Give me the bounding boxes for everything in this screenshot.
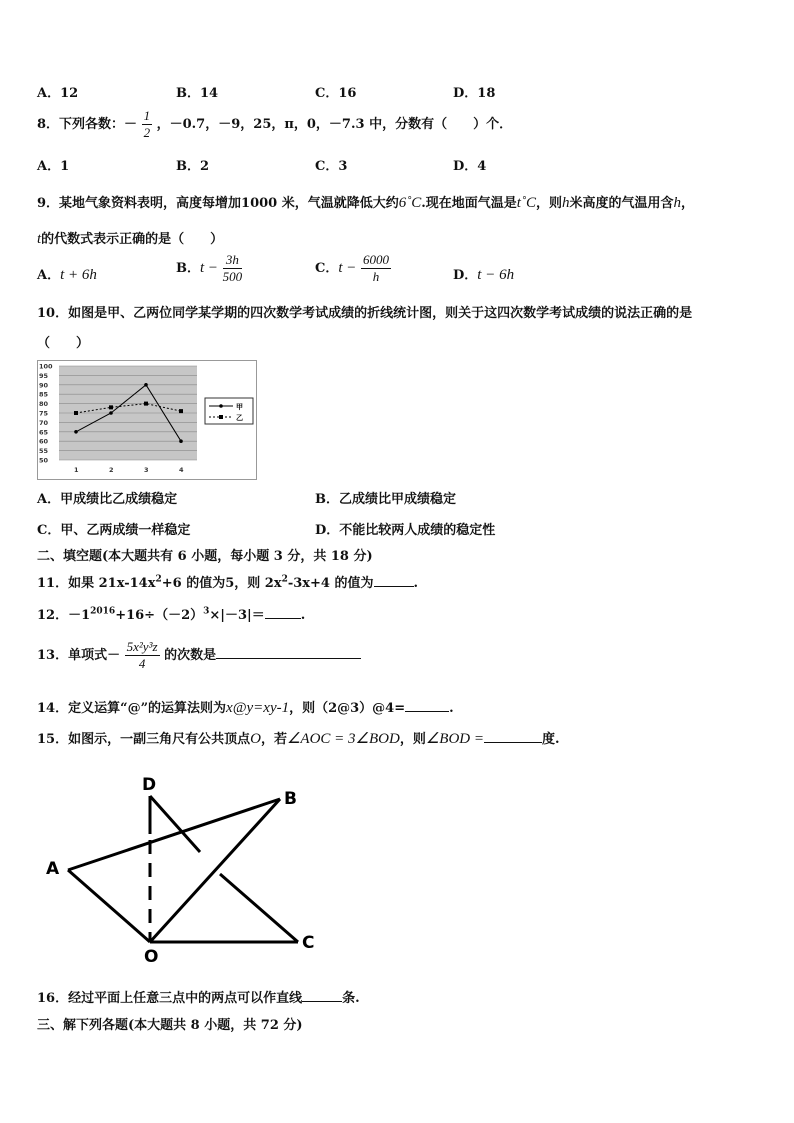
section-3-heading: 三、解下列各题(本大题共 8 小题，共 72 分) bbox=[37, 1018, 303, 1033]
q9-question-line1: 9．某地气象资料表明，高度每增加1000 米，气温就降低大约6˚C.现在地面气温是t˚C，则h米高度的气温用含h， bbox=[37, 195, 695, 211]
q8-option-c: C．3 bbox=[315, 159, 348, 174]
q8-question: 8．下列各数：－ $\frac{1}{2}$ ，－0.7，－9，25，π，0，－7.3 中，分数有（ ）个． bbox=[37, 108, 513, 140]
q7-option-d: D．18 bbox=[453, 86, 496, 101]
series-point bbox=[144, 383, 148, 387]
q15-question: 15．如图示，一副三角尺有公共顶点O，若∠AOC = 3∠BOD，则∠BOD = 度. bbox=[37, 731, 560, 747]
q10-option-a: A．甲成绩比乙成绩稳定 bbox=[37, 492, 178, 507]
q9-question-line2: t的代数式表示正确的是（ ） bbox=[37, 231, 224, 247]
q16-answer-blank[interactable] bbox=[302, 1001, 342, 1002]
q8-option-a: A．1 bbox=[37, 159, 70, 174]
x-tick-label: 3 bbox=[144, 466, 149, 474]
y-tick-label: 75 bbox=[39, 409, 49, 418]
q14-question: 14．定义运算“@”的运算法则为x@y=xy-1，则（2@3）@4= . bbox=[37, 700, 454, 716]
q9-option-c: C．t − $\frac{6000}{h}$ bbox=[315, 252, 389, 284]
y-tick-label: 90 bbox=[39, 381, 49, 390]
legend-label-jia: 甲 bbox=[236, 403, 243, 411]
y-tick-label: 65 bbox=[39, 428, 49, 437]
label-d: D bbox=[142, 775, 157, 795]
q10-option-b: B．乙成绩比甲成绩稳定 bbox=[315, 492, 456, 507]
q8-option-b: B．2 bbox=[176, 159, 210, 174]
q15-triangle-figure bbox=[40, 770, 340, 970]
q11-answer-blank[interactable] bbox=[374, 586, 414, 587]
x-tick-label: 4 bbox=[179, 466, 184, 474]
y-tick-label: 95 bbox=[39, 371, 49, 380]
q7-option-c: C．16 bbox=[315, 86, 357, 101]
y-tick-label: 85 bbox=[39, 390, 49, 399]
q11-question: 11．如果 $21x-14x^2+6$ 的值为5，则 $2x^2-3x+4$ 的值为 . bbox=[37, 574, 419, 591]
q8-fraction: $\frac{1}{2}$ bbox=[143, 108, 151, 140]
q10-question: 10．如图是甲、乙两位同学某学期的四次数学考试成绩的折线统计图，则关于这四次数学考试成绩的说法正确的是 bbox=[37, 306, 693, 321]
series-point bbox=[179, 409, 183, 413]
series-point bbox=[144, 402, 148, 406]
segment-dc-upper bbox=[150, 796, 200, 852]
q10-option-c: C．甲、乙两成绩一样稳定 bbox=[37, 523, 191, 538]
q9-option-d: D．t − 6h bbox=[453, 267, 515, 283]
segment-dc-lower bbox=[220, 874, 298, 942]
x-tick-label: 2 bbox=[109, 466, 114, 474]
q7-option-b: B．14 bbox=[176, 86, 219, 101]
q10-option-d: D．不能比较两人成绩的稳定性 bbox=[315, 523, 496, 538]
q9-option-b: B．t − $\frac{3h}{500}$ bbox=[176, 252, 243, 284]
q16-question: 16．经过平面上任意三点中的两点可以作直线 条. bbox=[37, 991, 360, 1006]
q10-line-chart bbox=[37, 360, 257, 480]
label-c: C bbox=[302, 933, 315, 953]
series-point bbox=[179, 439, 183, 443]
q14-answer-blank[interactable] bbox=[405, 711, 449, 712]
x-tick-label: 1 bbox=[74, 466, 79, 474]
q12-answer-blank[interactable] bbox=[265, 618, 301, 619]
q13-answer-blank[interactable] bbox=[216, 658, 361, 659]
q10-paren: （ ） bbox=[37, 336, 90, 351]
q13-fraction: $\frac{\text{5x²y³z}}{4}$ bbox=[126, 639, 158, 671]
section-2-heading: 二、填空题(本大题共有 6 小题，每小题 3 分，共 18 分) bbox=[37, 549, 373, 564]
legend-label-yi: 乙 bbox=[236, 414, 243, 422]
y-tick-label: 80 bbox=[39, 400, 49, 409]
q12-question: 12．$-1^{2016}+16\div(-2)^3\times|-3|=$ . bbox=[37, 606, 306, 623]
series-point bbox=[74, 411, 78, 415]
segment-ao bbox=[68, 870, 150, 942]
y-tick-label: 60 bbox=[39, 437, 49, 446]
series-point bbox=[74, 430, 78, 434]
y-tick-label: 100 bbox=[39, 362, 53, 371]
q9-option-a: A．t + 6h bbox=[37, 267, 97, 283]
y-tick-label: 55 bbox=[39, 447, 49, 456]
label-o: O bbox=[144, 947, 159, 967]
q15-answer-blank[interactable] bbox=[484, 742, 542, 743]
label-b: B bbox=[284, 789, 297, 809]
y-tick-label: 50 bbox=[39, 456, 49, 465]
q8-option-d: D．4 bbox=[453, 159, 487, 174]
q7-option-a: A．12 bbox=[37, 86, 79, 101]
series-point bbox=[109, 405, 113, 409]
y-tick-label: 70 bbox=[39, 418, 49, 427]
q13-question: 13．单项式－ $\frac{\text{5x²y³z}}{4}$ 的次数是 bbox=[37, 639, 361, 672]
chart-legend bbox=[205, 398, 253, 424]
series-point bbox=[109, 411, 113, 415]
label-a: A bbox=[46, 859, 60, 879]
